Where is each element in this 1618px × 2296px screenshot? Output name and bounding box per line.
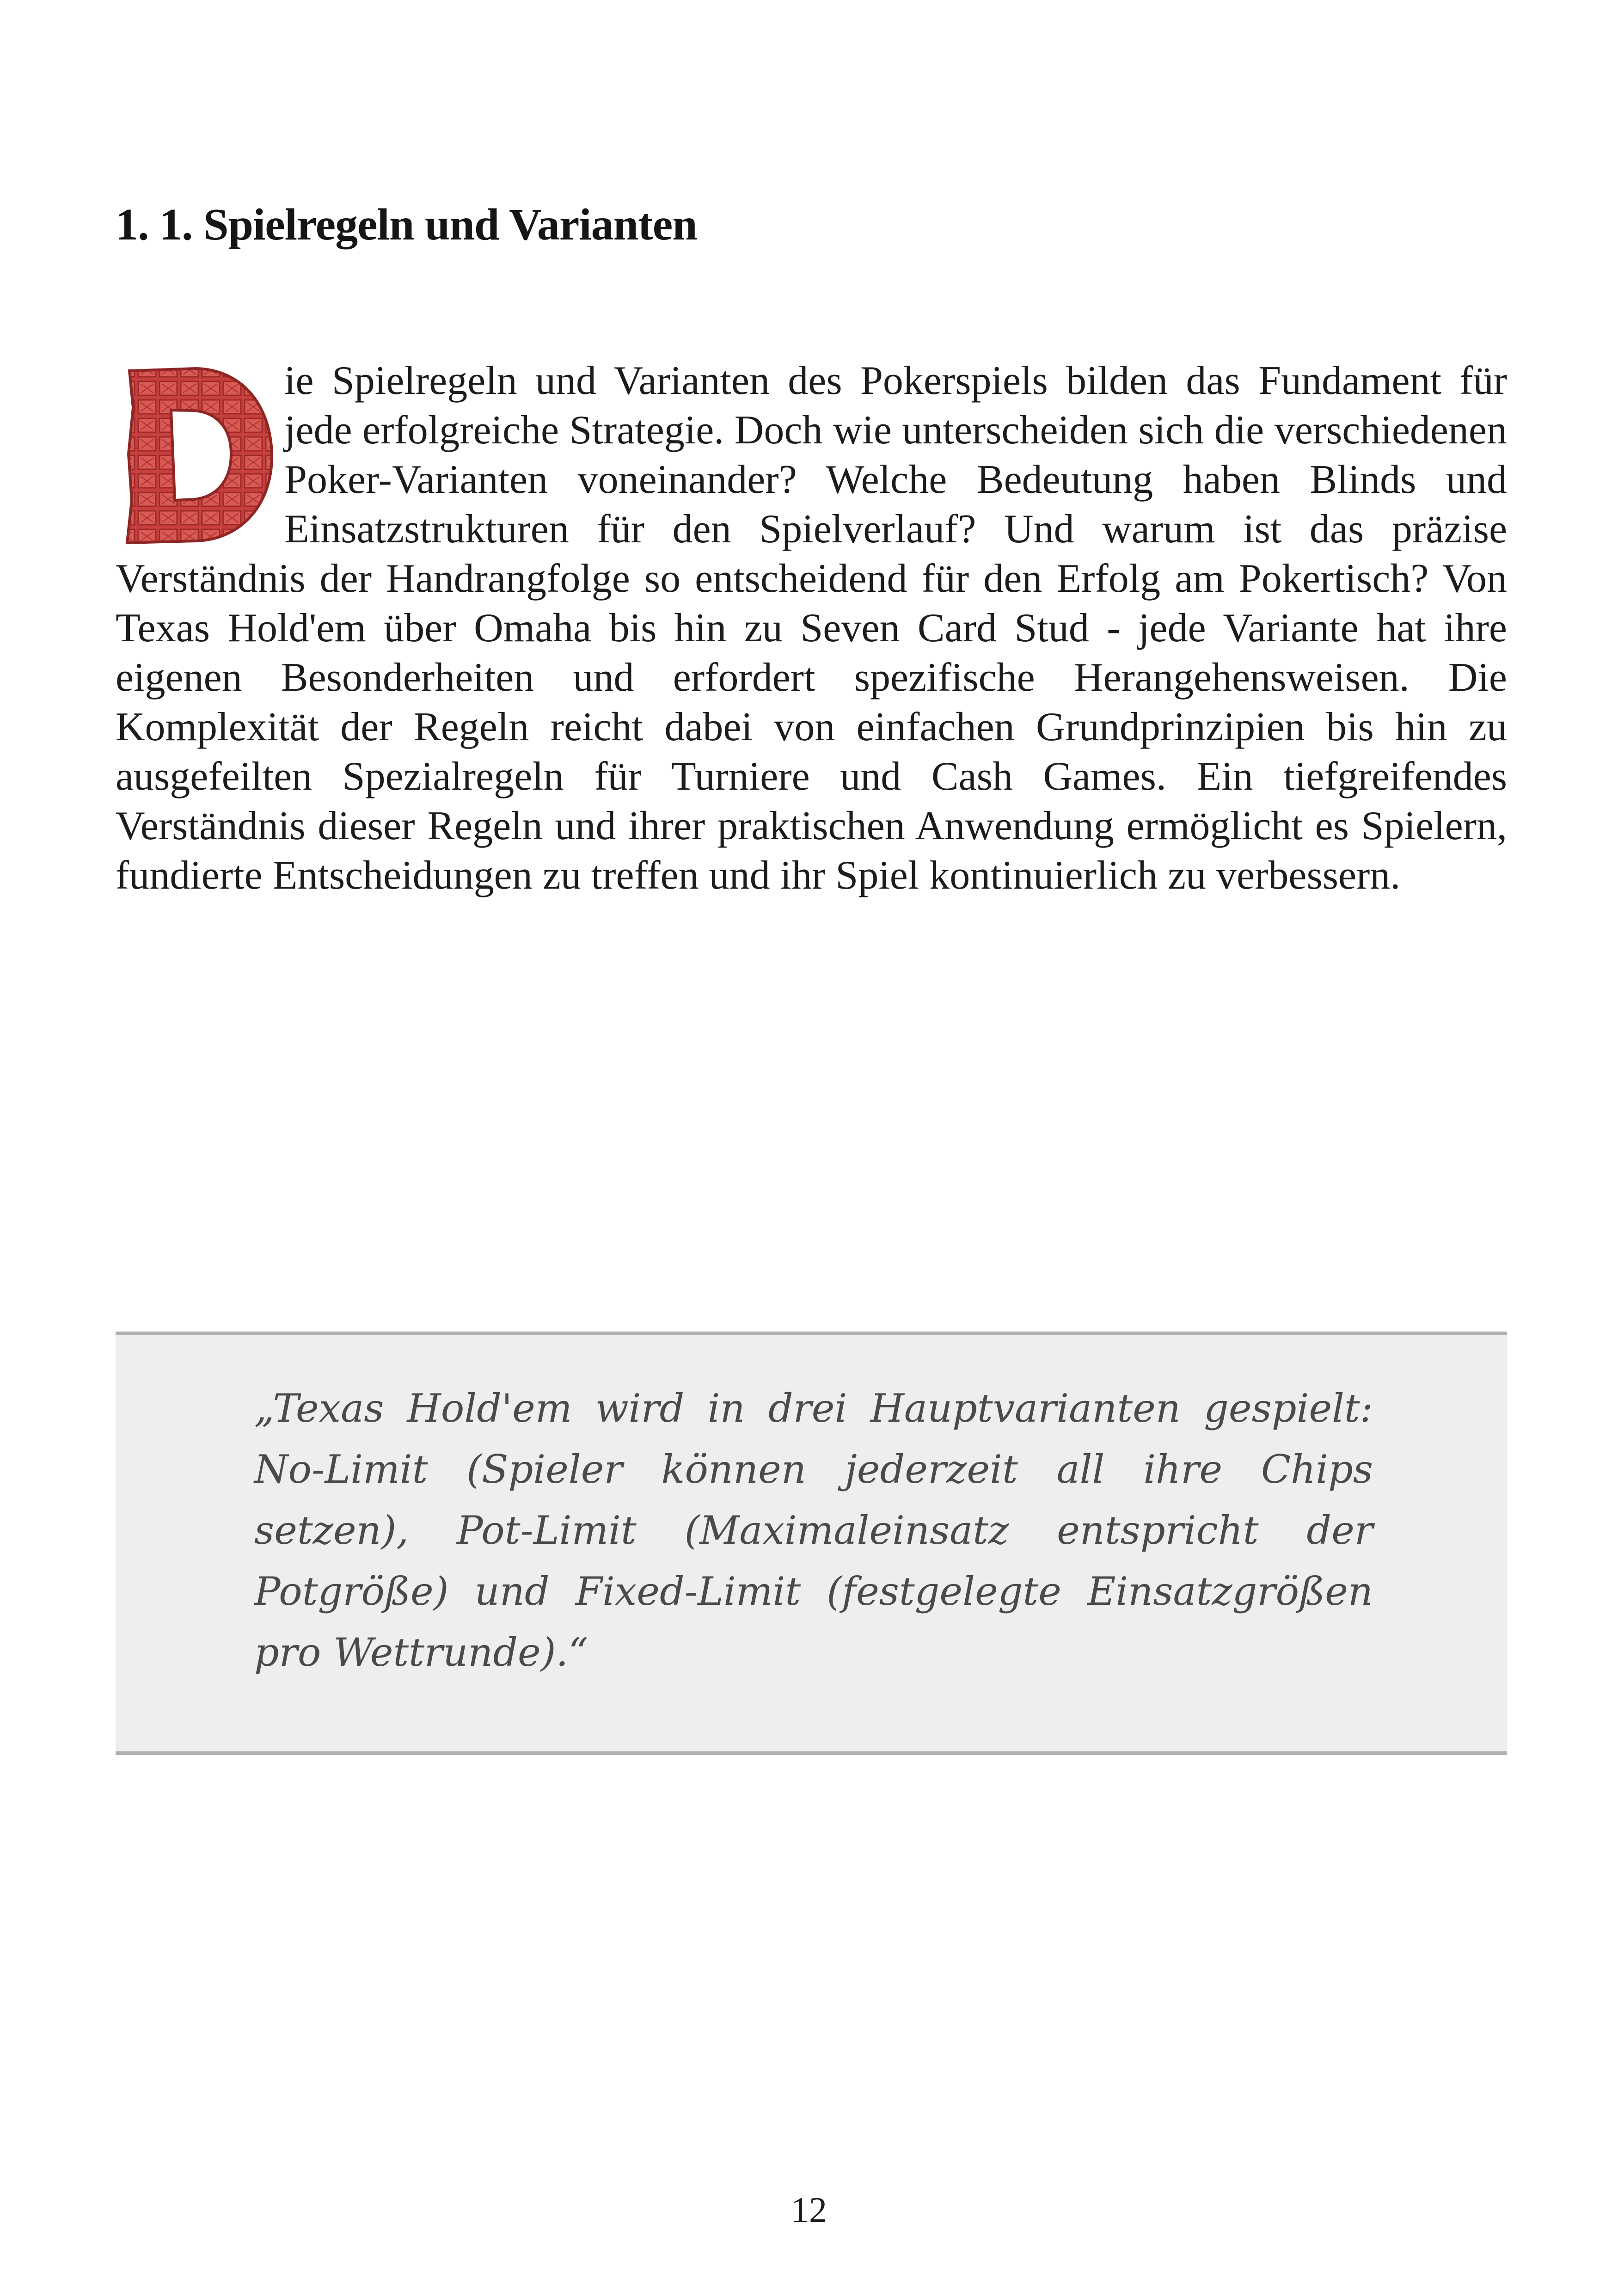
section-heading: 1. 1. Spielregeln und Varianten	[116, 200, 697, 250]
dropcap-playing-cards-image	[116, 362, 275, 546]
page-number: 12	[791, 2190, 827, 2230]
quote-text: „Texas Hold'em wird in drei Hauptvarianten gespielt: No-Limit (Spieler können jederzeit all ihre Chips setzen), Pot-Limit (Maximaleinsatz entspricht der Potgröße) und Fixed-Limit (festgelegte Einsatzgrößen pro Wettrunde).“	[254, 1386, 1373, 1675]
dropcap-letter-d	[116, 362, 275, 546]
paragraph-text: ie Spielregeln und Varianten des Pokerspiels bilden das Fundament für jede erfolgreiche Strategie. Doch wie unterscheiden sich die verschiedenen Poker-Varianten voneinander? Welche Bedeutung haben Blinds und Einsatzstrukturen für den Spielverlauf? Und warum ist das präzise Verständnis der Handrangfolge so entscheidend für den Erfolg am Pokertisch? Von Texas Hold'em über Omaha bis hin zu Seven Card Stud - jede Variante hat ihre eigenen Besonderheiten und erfordert spezifische Herangehensweisen. Die Komplexität der Regeln reicht dabei von einfachen Grundprinzipien bis hin zu ausgefeilten Spezialregeln für Turniere und Cash Games. Ein tiefgreifendes Verständnis dieser Regeln und ihrer praktischen Anwendung ermöglicht es Spielern, fundierte Entscheidungen zu treffen und ihr Spiel kontinuierlich zu verbessern.	[116, 358, 1507, 898]
quote-box	[116, 1332, 1507, 1755]
intro-paragraph	[116, 356, 1507, 900]
